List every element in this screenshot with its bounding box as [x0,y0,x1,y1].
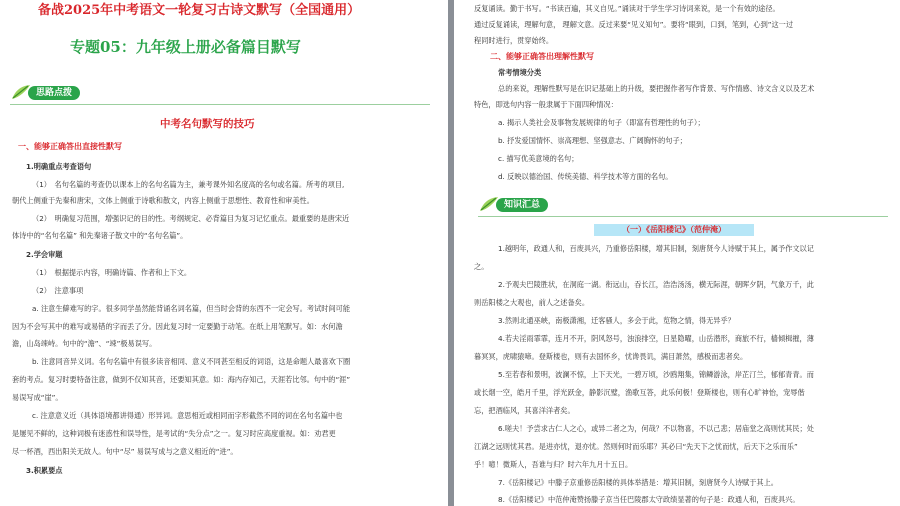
heading-understanding-dictation: 二、能够正确答出理解性默写 [490,52,594,61]
piece-title-yueyang-tower: （一）《岳阳楼记》（范仲淹） [594,224,754,236]
paragraph-2-line-2: 体诗中的“名句名篇” 和先秦诸子散文中的“名句名篇”。 [12,231,188,240]
category-c: c. 描写优美意境的名句； [498,154,579,163]
right-line-3: 程同时进行，贯穿始终。 [474,36,554,45]
paragraph-7-line-1: c. 注意意义近（具体语境都讲得通）形异词。意思相近或相同而字形截然不同的词在名句名篇中也 [32,411,343,420]
quote-2-line-1: 2.予观夫巴陵胜状，在洞庭一湖。衔远山，吞长江，浩浩汤汤，横无际涯，朝晖夕阴，气象万千，此 [498,280,814,289]
right-line-2: 通过反复诵读，理解句意， 理解文意。反过来要“见义知句”。要将“眼到，口到，笔到，心到”这一过 [474,20,794,29]
section-divider [478,216,888,217]
paragraph-2-line-1: （2） 明确复习范围，增强识记的目的性。考纲规定、必背篇目为复习记忆重点。最重要的是唐宋近 [32,214,350,223]
subheading-accumulate: 3.积累要点 [26,466,63,475]
right-line-5: 特色，即选句内容一般隶属于下面四种情况： [474,100,618,109]
quote-1-line-2: 之。 [474,262,489,271]
knowledge-banner-label: 知识汇总 [496,198,548,212]
paragraph-7-line-3: 尽一杯酒，西出阳关无故人。句中“尽” 易误写成与之意义相近的“进”。 [12,447,238,456]
document-title: 备战2025年中考语文一轮复习古诗文默写（全国通用） [38,3,361,18]
quote-6-line-1: 6.嗟夫！予尝求古仁人之心，或异二者之为，何哉？不以物喜，不以己悲；居庙堂之高则忧其民；处 [498,424,814,433]
quote-3: 3.然则北通巫峡，南极潇湘，迁客骚人，多会于此，览物之情，得无异乎？ [498,316,735,325]
quote-5-line-3: 忘，把酒临风，其喜洋洋者矣。 [474,406,575,415]
paragraph-6-line-2: 套的考点。复习时要特备注意，做到不仅知其音，还要知其意。如：海内存知己，天涯若比邻。句中的“涯” [12,375,351,384]
document-subtitle: 专题05：九年级上册必备篇目默写 [70,38,301,56]
quote-6-line-3: 乎！噫！微斯人，吾谁与归？时六年九月十五日。 [474,460,633,469]
idea-banner [10,86,150,100]
paragraph-5-line-2: 因为不会写其中的难写或易错的字而丢了分。因此复习时一定要勤于动笔。在纸上用笔默写。如：水何澹 [12,322,343,331]
paragraph-1-line-1: （1） 名句名篇的考查仍以课本上的名句名篇为主，兼考课外知名度高的名句或名篇。所考的项目, [32,180,345,189]
paragraph-3: （1） 根据提示内容，明确诗篇、作者和上下文。 [32,268,192,277]
subheading-read-question: 2.学会审题 [26,250,63,259]
knowledge-banner [478,198,618,212]
quote-8: 8.《岳阳楼记》中范仲淹赞扬滕子京当任巴陵郡太守政绩显著的句子是：政通人和，百废具兴。 [498,495,800,504]
right-line-1: 反复诵读。勤于书写。“书读百遍，其义自见。”诵读对于学生学习诗词来说，是一个有效的途径。 [474,4,780,13]
quote-4-line-2: 暮冥冥，虎啸猿啼。登斯楼也，则有去国怀乡，忧谗畏讥，满目萧然，感极而悲者矣。 [474,352,748,361]
quote-7: 7.《岳阳楼记》中滕子京重修岳阳楼的具体举措是：增其旧制，刻唐贤今人诗赋于其上。 [498,478,778,487]
heading-direct-dictation: 一、能够正确答出直接性默写 [18,142,122,151]
category-d: d. 反映以德治国、传统美德、科学技术等方面的名句。 [498,172,673,181]
subheading-key-lines: 1.明确重点考查语句 [26,162,92,171]
document-page-left [0,0,448,506]
quote-4-line-1: 4.若夫淫雨霏霏，连月不开，阴风怒号，浊浪排空，日星隐曜，山岳潜形，商旅不行，樯倾楫摧，薄 [498,334,814,343]
paragraph-5-line-3: 澹，山岛竦峙。句中的“澹”、“竦”极易误写。 [12,339,157,348]
quote-5-line-2: 或长烟一空，皓月千里，浮光跃金，静影沉璧，渔歌互答，此乐何极！登斯楼也，则有心旷神怡，宠辱偕 [474,388,805,397]
quote-6-line-2: 江湖之远则忧其君。是进亦忧，退亦忧。然则何时而乐耶？其必曰“先天下之忧而忧，后天下之乐而乐” [474,442,798,451]
paragraph-4: （2） 注意事项 [32,286,84,295]
paragraph-6-line-3: 易误写成“崖”。 [12,393,63,402]
paragraph-6-line-1: b. 注意同音异义词。名句名篇中有很多读音相同、意义不同甚至相反的词语，这是命题人最喜欢下圈 [32,357,351,366]
paragraph-1-line-2: 朝代上侧重于先秦和唐宋，文体上侧重于诗歌和散文，内容上侧重于思想性、教育性和审美性。 [12,196,314,205]
paragraph-5-line-1: a. 注意生僻难写的字。很多同学虽然能背诵名词名篇，但当时会背的东西不一定会写。考试时间可能 [32,304,351,313]
right-line-4: 总的来说，理解性默写是在识记基础上的升级，要把握作者写作背景、写作情感、诗文含义以及艺术 [498,84,815,93]
category-b: b. 抒发爱国情怀、崇高理想、坚强意志、广阔胸怀的句子； [498,136,687,145]
quote-2-line-2: 则岳阳楼之大观也，前人之述备矣。 [474,298,590,307]
section-title: 中考名句默写的技巧 [160,118,255,130]
category-a: a. 揭示人类社会及事物发展规律的句子（即富有哲理性的句子）； [498,118,705,127]
paragraph-7-line-2: 是屡见不鲜的，这种词极有迷惑性和误导性，是考试的“失分点”之一。复习时应高度重视。如：劝君更 [12,429,336,438]
idea-banner-label: 思路点拨 [28,86,80,100]
quote-1-line-1: 1.越明年，政通人和，百废具兴，乃重修岳阳楼，增其旧制，刻唐贤今人诗赋于其上，属予作文以记 [498,244,814,253]
section-divider [10,104,430,105]
document-page-right [454,0,900,506]
subheading-situations: 常考情境分类 [498,68,542,77]
quote-5-line-1: 5.至若春和景明，波澜不惊，上下天光，一碧万顷，沙鸥翔集，锦鳞游泳，岸芷汀兰，郁郁青青。而 [498,370,814,379]
